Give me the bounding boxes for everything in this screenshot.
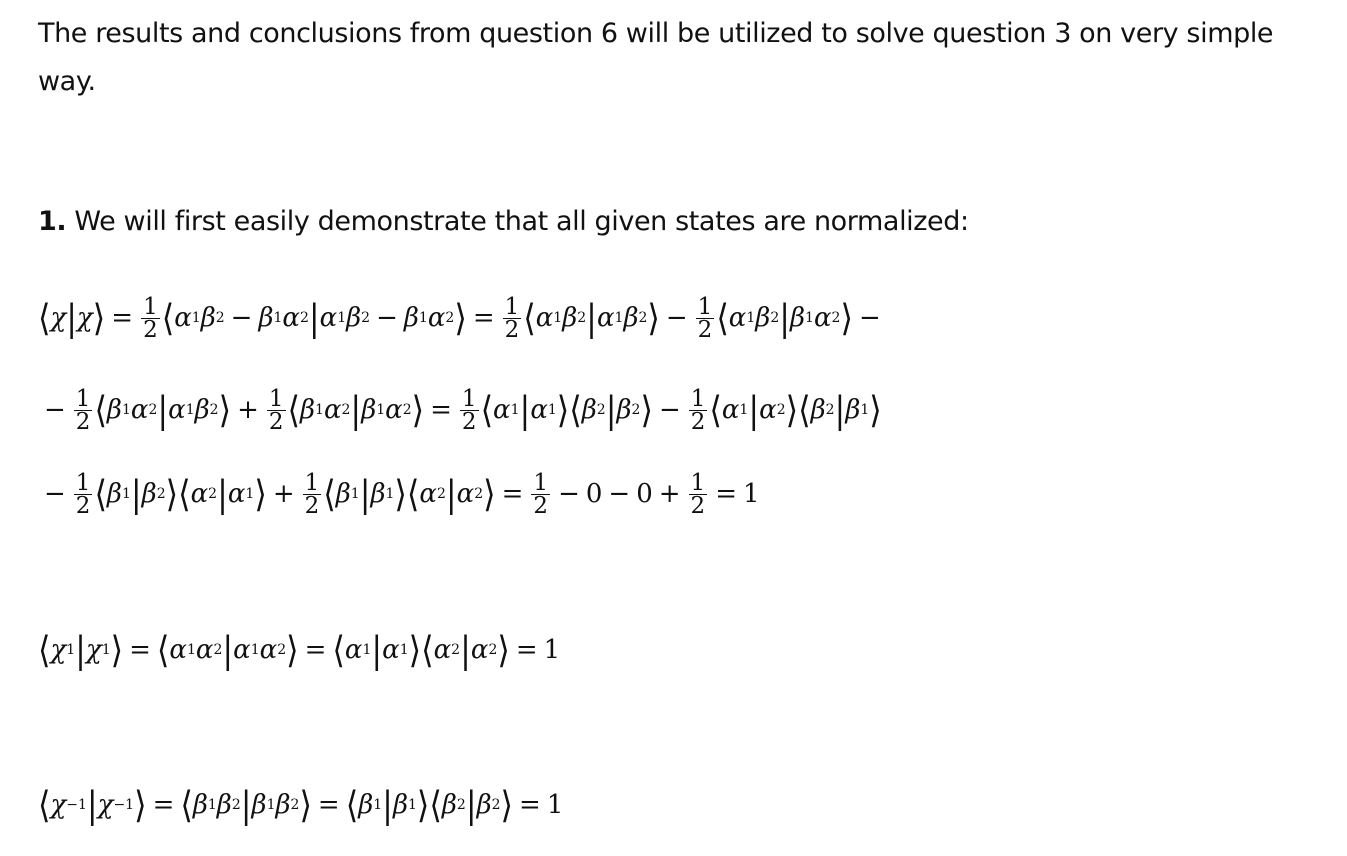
equation-line-2: − $\frac{1}{2}$ ⟨ β 1 α 2 | α 1 β 2 ⟩ + $\frac{1}{2}$ ⟨ β 1 α 2 | β 1 α 2 ⟩ = $\frac{1}{2}$ ⟨ α 1 | α 1 ⟩⟨ β 2 | β 2 ⟩ − $\frac{1}{2}$ ⟨ α 1 | α 2 ⟩⟨ β 2 | β 1 ⟩	[44, 385, 882, 435]
step-text: We will first easily demonstrate that all given states are normalized:	[66, 206, 969, 237]
equation-line-1: ⟨ χ | χ ⟩ = $\frac{1}{2}$ ⟨ α 1 β 2 − β 1 α 2 | α 1 β 2 − β 1 α 2 ⟩ = $\frac{1}{2}$ ⟨ α 1 β 2 | α 1 β 2 ⟩ − $\frac{1}{2}$ ⟨ α 1 β 2 | β 1 α 2 ⟩ −	[38, 293, 881, 343]
equation-line-4: ⟨ χ 1 | χ 1 ⟩ = ⟨ α 1 α 2 | α 1 α 2 ⟩ = ⟨ α 1 | α 1 ⟩⟨ α 2 | α 2 ⟩ = 1	[38, 628, 561, 672]
equation-line-3: − $\frac{1}{2}$ ⟨ β 1 | β 2 ⟩⟨ α 2 | α 1 ⟩ + $\frac{1}{2}$ ⟨ β 1 | β 1 ⟩⟨ α 2 | α 2 ⟩ = $\frac{1}{2}$ − 0 − 0 + $\frac{1}{2}$ = 1	[44, 469, 760, 519]
step-number: 1.	[38, 206, 67, 237]
intro-paragraph: The results and conclusions from question 6 will be utilized to solve question 3 on very simple way.	[38, 18, 1274, 97]
equation-line-5: ⟨ χ −1 | χ −1 ⟩ = ⟨ β 1 β 2 | β 1 β 2 ⟩ = ⟨ β 1 | β 1 ⟩⟨ β 2 | β 2 ⟩ = 1	[38, 783, 564, 827]
step-1-paragraph	[38, 198, 969, 246]
